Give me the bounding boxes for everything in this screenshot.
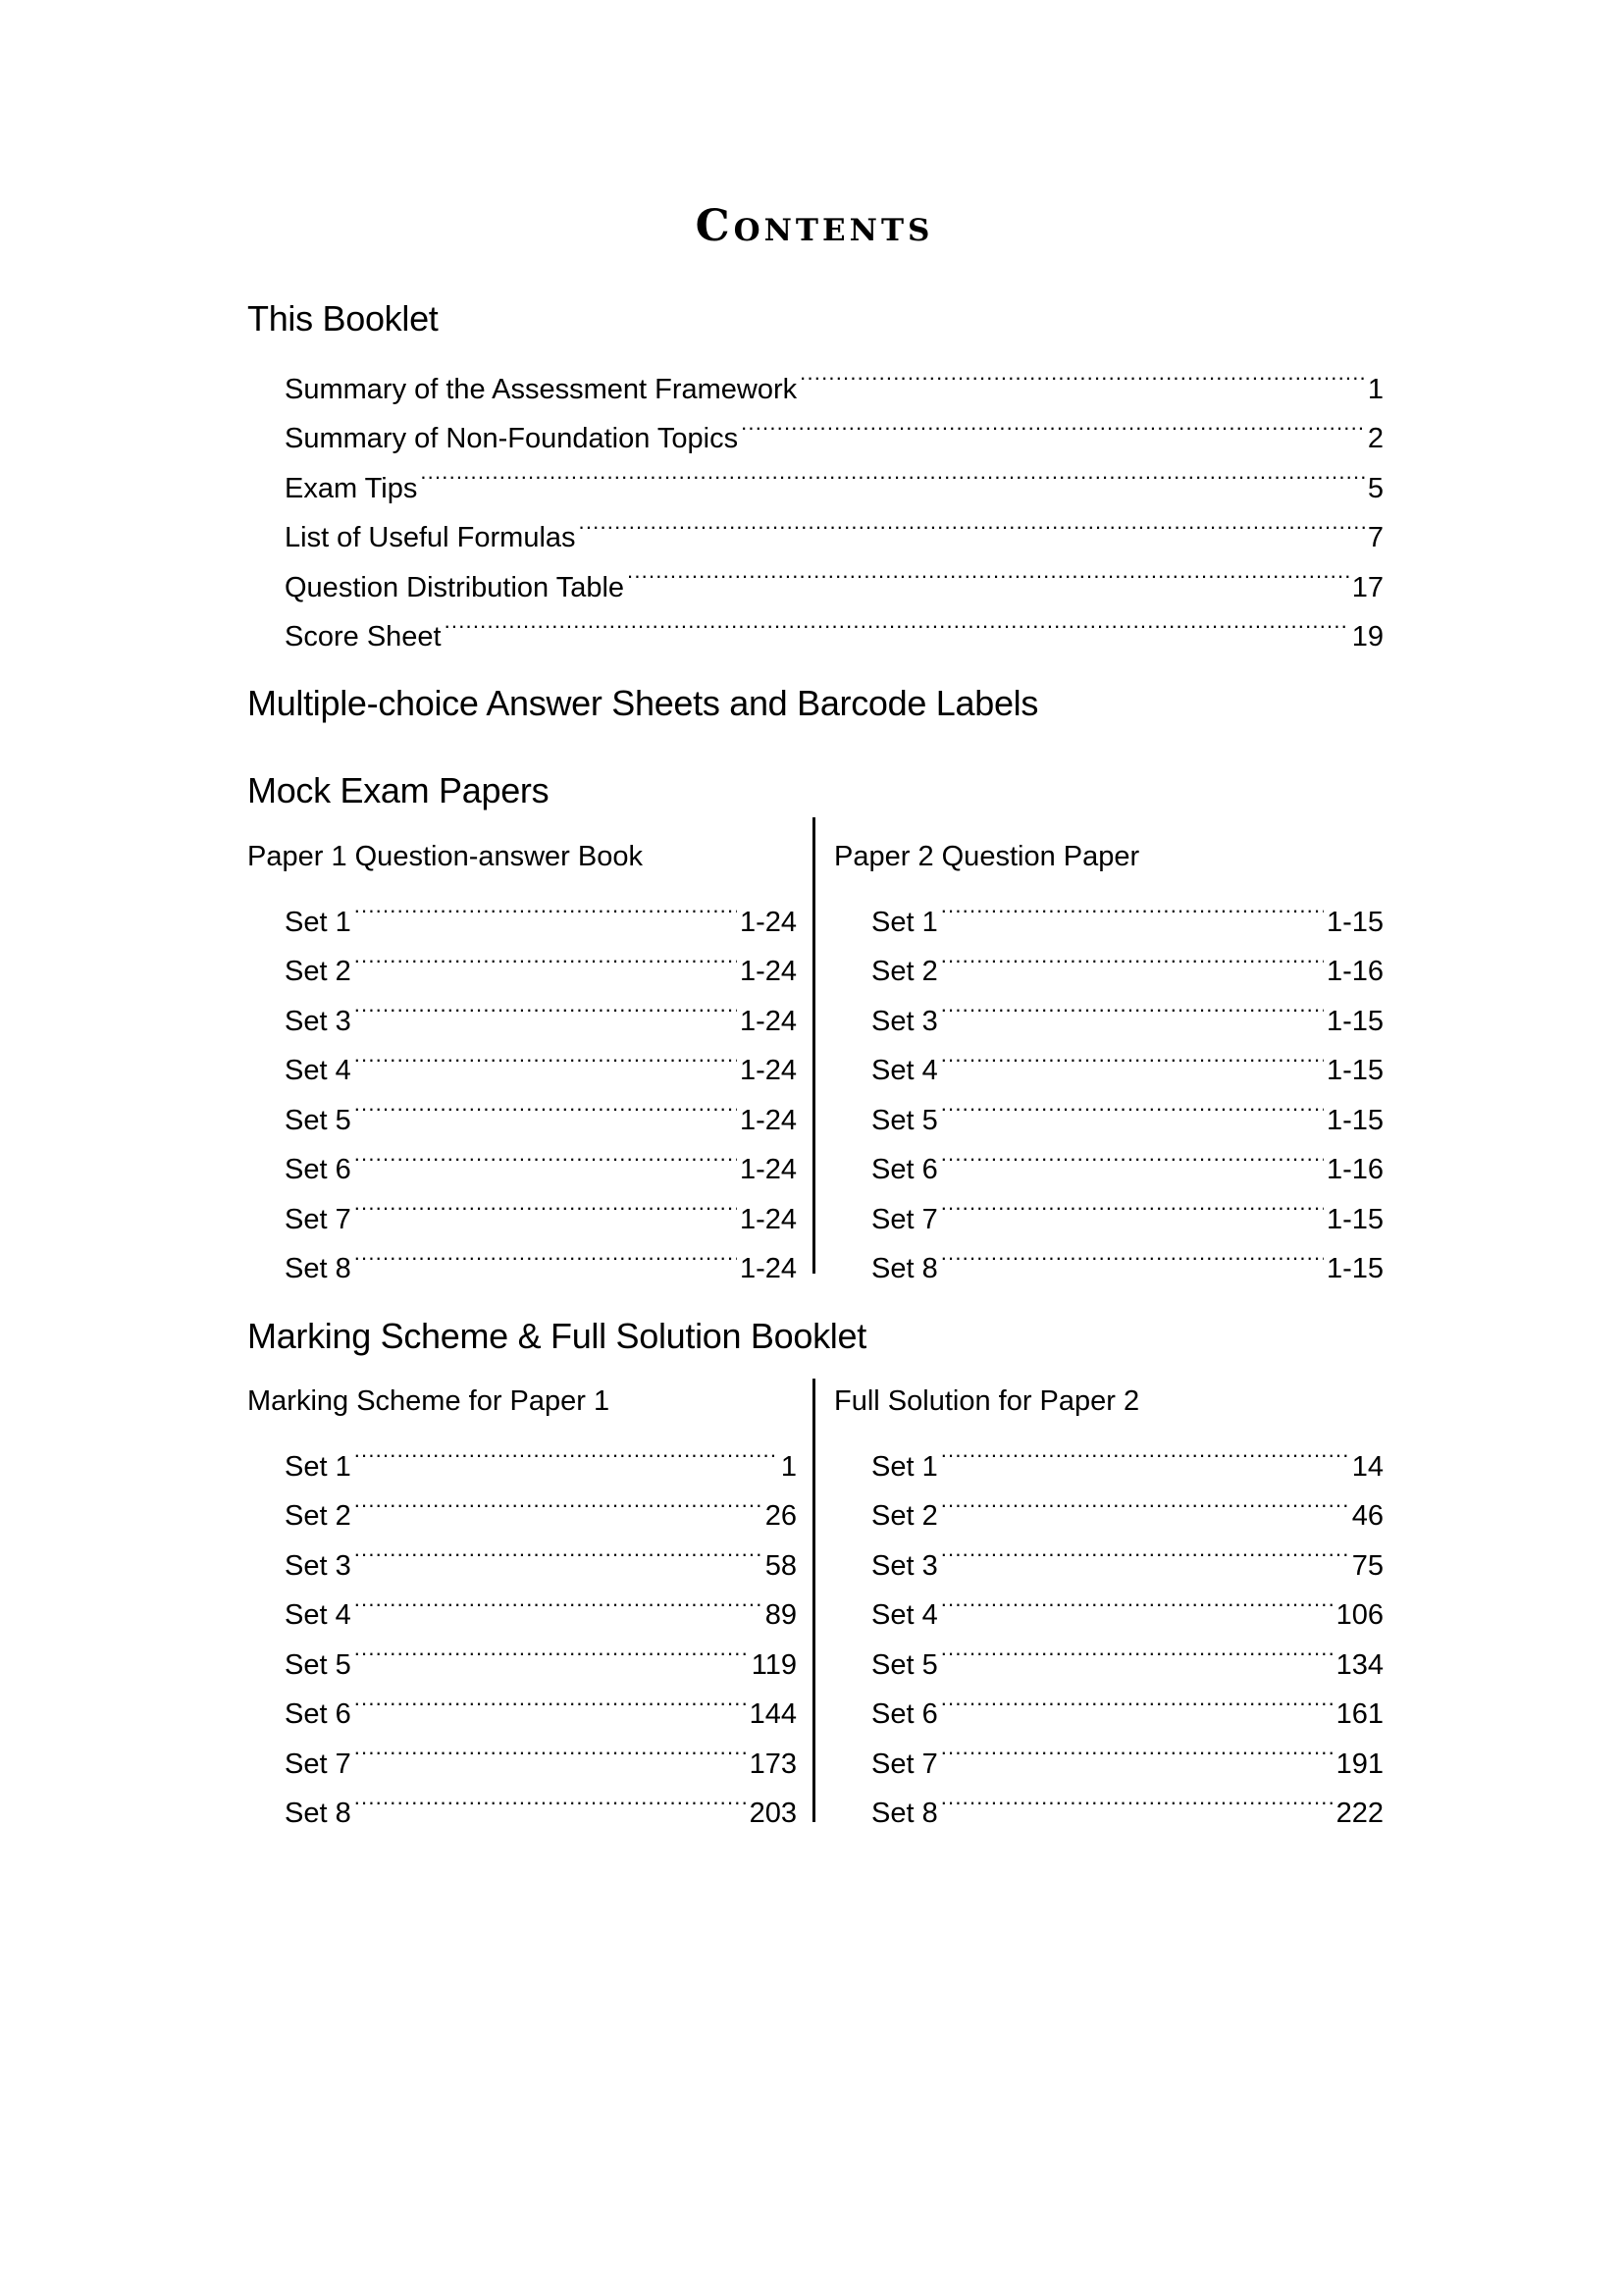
- toc-entry-label: Set 1: [871, 906, 938, 938]
- toc-entry-label: Score Sheet: [285, 621, 442, 652]
- page-title: Contents: [695, 201, 934, 251]
- column-title: Paper 1 Question-answer Book: [247, 841, 643, 872]
- toc-entry-page: 1-24: [739, 1055, 797, 1086]
- toc-entry[interactable]: [285, 1575, 797, 1631]
- toc-entry[interactable]: [285, 1030, 797, 1086]
- dot-leader: [445, 597, 1349, 647]
- toc-entry-page: 1-24: [739, 906, 797, 938]
- toc-entry-page: 1-24: [739, 1203, 797, 1235]
- dot-leader: [354, 1476, 762, 1526]
- toc-entry-label: Set 1: [285, 906, 351, 938]
- toc-entry-page: 1-16: [1326, 956, 1384, 987]
- toc-entry-page: 106: [1335, 1599, 1384, 1631]
- toc-entry-page: 1-15: [1326, 1203, 1384, 1235]
- dot-leader: [741, 398, 1365, 448]
- toc-entry-page: 1-24: [739, 1154, 797, 1185]
- toc-entry-label: List of Useful Formulas: [285, 522, 576, 553]
- toc-entry-label: Set 2: [285, 1500, 351, 1532]
- section-heading-mock-exam: Mock Exam Papers: [247, 770, 550, 810]
- toc-entry[interactable]: [871, 1476, 1384, 1532]
- toc-entry-label: Set 5: [871, 1104, 938, 1136]
- toc-entry-label: Set 3: [285, 1005, 351, 1037]
- toc-entry-label: Question Distribution Table: [285, 571, 625, 603]
- toc-entry[interactable]: [285, 1476, 797, 1532]
- toc-entry[interactable]: [871, 1773, 1384, 1829]
- toc-entry-label: Set 6: [871, 1698, 938, 1730]
- toc-entry-page: 1: [1367, 373, 1384, 405]
- toc-entry-page: 1-24: [739, 1253, 797, 1284]
- toc-entry-label: Exam Tips: [285, 472, 418, 504]
- toc-entry-page: 119: [751, 1648, 797, 1681]
- toc-entry-page: 134: [1335, 1648, 1384, 1681]
- dot-leader: [354, 1525, 762, 1575]
- dot-leader: [354, 1228, 737, 1278]
- dot-leader: [354, 1674, 747, 1724]
- toc-entry-label: Set 7: [871, 1748, 938, 1780]
- dot-leader: [941, 1525, 1349, 1575]
- toc-entry-label: Set 3: [871, 1005, 938, 1037]
- toc-entry[interactable]: [285, 1129, 797, 1185]
- toc-entry[interactable]: [285, 881, 797, 938]
- dot-leader: [354, 1575, 762, 1625]
- toc-entry-page: 222: [1335, 1798, 1384, 1829]
- toc-entry-page: 1-24: [739, 1005, 797, 1037]
- toc-entry-page: 58: [764, 1549, 797, 1582]
- toc-entry[interactable]: [285, 1178, 797, 1235]
- toc-entry[interactable]: [285, 1674, 797, 1730]
- toc-entry-label: Set 7: [871, 1203, 938, 1235]
- toc-entry[interactable]: [285, 1723, 797, 1780]
- section-heading-answer-sheets[interactable]: Multiple-choice Answer Sheets and Barcode Labels: [247, 683, 1039, 723]
- dot-leader: [941, 1624, 1334, 1674]
- paper2-column: [834, 832, 1384, 1284]
- toc-entry-page: 2: [1367, 423, 1384, 454]
- dot-leader: [354, 1129, 737, 1179]
- toc-entry-page: 1-24: [739, 956, 797, 987]
- dot-leader: [941, 1129, 1324, 1179]
- toc-entry-label: Set 5: [285, 1648, 351, 1681]
- toc-entry[interactable]: [871, 1525, 1384, 1582]
- toc-entry-label: Set 3: [285, 1549, 351, 1582]
- toc-entry[interactable]: [285, 1426, 797, 1483]
- toc-entry-label: Set 1: [285, 1450, 351, 1483]
- dot-leader: [354, 1773, 747, 1823]
- toc-entry-page: 1-15: [1326, 906, 1384, 938]
- dot-leader: [941, 881, 1324, 931]
- paper1-marking-column: [247, 1377, 797, 1829]
- toc-entry-page: 46: [1351, 1500, 1384, 1532]
- dot-leader: [941, 1723, 1334, 1773]
- toc-entry-page: 19: [1351, 621, 1384, 652]
- toc-entry-label: Set 7: [285, 1748, 351, 1780]
- toc-entry-label: Set 4: [871, 1599, 938, 1631]
- column-title: Marking Scheme for Paper 1: [247, 1385, 610, 1417]
- mock-exam-columns: [247, 832, 1384, 1284]
- dot-leader: [800, 348, 1365, 398]
- toc-entry[interactable]: [871, 1674, 1384, 1730]
- toc-entry[interactable]: [871, 1575, 1384, 1631]
- toc-entry[interactable]: [871, 1030, 1384, 1086]
- toc-entry[interactable]: [871, 1079, 1384, 1136]
- column-title: Full Solution for Paper 2: [834, 1385, 1140, 1417]
- dot-leader: [579, 497, 1365, 548]
- toc-entry[interactable]: [285, 1079, 797, 1136]
- dot-leader: [354, 931, 737, 981]
- toc-entry-label: Set 7: [285, 1203, 351, 1235]
- dot-leader: [627, 547, 1349, 597]
- dot-leader: [941, 1575, 1334, 1625]
- paper1-column: [247, 832, 797, 1284]
- toc-entry-label: Set 6: [285, 1154, 351, 1185]
- toc-entry[interactable]: [871, 1228, 1384, 1284]
- toc-entry-page: 1-15: [1326, 1005, 1384, 1037]
- toc-entry[interactable]: [285, 980, 797, 1037]
- toc-entry-label: Summary of the Assessment Framework: [285, 373, 798, 405]
- toc-entry-label: Summary of Non-Foundation Topics: [285, 423, 739, 454]
- marking-scheme-columns: [247, 1377, 1384, 1829]
- toc-entry-label: Set 2: [871, 1500, 938, 1532]
- toc-entry-page: 1-15: [1326, 1055, 1384, 1086]
- toc-entry-page: 17: [1351, 571, 1384, 603]
- dot-leader: [941, 1178, 1324, 1228]
- toc-entry-page: 1-24: [739, 1104, 797, 1136]
- toc-entry-label: Set 2: [285, 956, 351, 987]
- dot-leader: [354, 881, 737, 931]
- toc-entry[interactable]: [285, 1525, 797, 1582]
- dot-leader: [941, 1030, 1324, 1080]
- section-heading-this-booklet: This Booklet: [247, 298, 439, 339]
- toc-entry-page: 1-15: [1326, 1104, 1384, 1136]
- toc-entry-label: Set 2: [871, 956, 938, 987]
- toc-entry-page: 14: [1351, 1450, 1384, 1483]
- toc-entry-label: Set 8: [285, 1253, 351, 1284]
- toc-entry-page: 5: [1367, 472, 1384, 504]
- toc-entry-page: 1-15: [1326, 1253, 1384, 1284]
- toc-entry-page: 7: [1367, 522, 1384, 553]
- toc-entry-page: 75: [1351, 1549, 1384, 1582]
- toc-entry[interactable]: [871, 1624, 1384, 1681]
- toc-entry[interactable]: [285, 597, 1384, 652]
- toc-entry-label: Set 8: [285, 1798, 351, 1829]
- toc-entry-label: Set 6: [285, 1698, 351, 1730]
- toc-entry-page: 1: [780, 1450, 797, 1483]
- toc-entry[interactable]: [285, 931, 797, 987]
- toc-entry[interactable]: [285, 1228, 797, 1284]
- toc-entry[interactable]: [871, 980, 1384, 1037]
- toc-entry-label: Set 8: [871, 1798, 938, 1829]
- dot-leader: [941, 1228, 1324, 1278]
- toc-entry-label: Set 5: [285, 1104, 351, 1136]
- toc-entry[interactable]: [871, 931, 1384, 987]
- dot-leader: [354, 980, 737, 1030]
- section-heading-marking-scheme: Marking Scheme & Full Solution Booklet: [247, 1316, 866, 1356]
- dot-leader: [420, 447, 1364, 497]
- toc-entry-label: Set 3: [871, 1549, 938, 1582]
- toc-entry-page: 26: [764, 1500, 797, 1532]
- toc-entry[interactable]: [871, 1723, 1384, 1780]
- toc-entry-page: 191: [1335, 1748, 1384, 1780]
- toc-entry-label: Set 4: [285, 1599, 351, 1631]
- toc-entry[interactable]: [285, 447, 1384, 504]
- dot-leader: [354, 1723, 747, 1773]
- paper2-solution-column: [834, 1377, 1384, 1829]
- column-divider: [812, 1379, 815, 1822]
- dot-leader: [354, 1426, 778, 1476]
- dot-leader: [941, 1476, 1349, 1526]
- toc-entry-page: 173: [749, 1748, 797, 1780]
- dot-leader: [941, 980, 1324, 1030]
- dot-leader: [354, 1624, 749, 1674]
- toc-entry-label: Set 4: [871, 1055, 938, 1086]
- dot-leader: [941, 1674, 1334, 1724]
- column-divider: [812, 817, 815, 1274]
- toc-entry-page: 203: [749, 1798, 797, 1829]
- toc-entry[interactable]: [871, 1426, 1384, 1483]
- dot-leader: [941, 1079, 1324, 1129]
- toc-entry-page: 89: [764, 1599, 797, 1631]
- toc-entry-page: 144: [749, 1698, 797, 1730]
- toc-entry[interactable]: [871, 1178, 1384, 1235]
- toc-entry-label: Set 8: [871, 1253, 938, 1284]
- dot-leader: [354, 1178, 737, 1228]
- toc-entry-label: Set 6: [871, 1154, 938, 1185]
- toc-entry-label: Set 4: [285, 1055, 351, 1086]
- toc-entry[interactable]: [285, 497, 1384, 553]
- toc-entry[interactable]: [871, 881, 1384, 938]
- toc-list-this-booklet: [285, 348, 1384, 652]
- toc-entry[interactable]: [285, 1624, 797, 1681]
- column-title: Paper 2 Question Paper: [834, 841, 1140, 872]
- dot-leader: [354, 1079, 737, 1129]
- dot-leader: [941, 1773, 1334, 1823]
- dot-leader: [354, 1030, 737, 1080]
- toc-entry-label: Set 1: [871, 1450, 938, 1483]
- toc-entry[interactable]: [285, 1773, 797, 1829]
- dot-leader: [941, 931, 1324, 981]
- dot-leader: [941, 1426, 1349, 1476]
- toc-entry[interactable]: [871, 1129, 1384, 1185]
- toc-entry-page: 1-16: [1326, 1154, 1384, 1185]
- toc-entry-label: Set 5: [871, 1648, 938, 1681]
- toc-entry-page: 161: [1335, 1698, 1384, 1730]
- toc-entry[interactable]: [285, 348, 1384, 405]
